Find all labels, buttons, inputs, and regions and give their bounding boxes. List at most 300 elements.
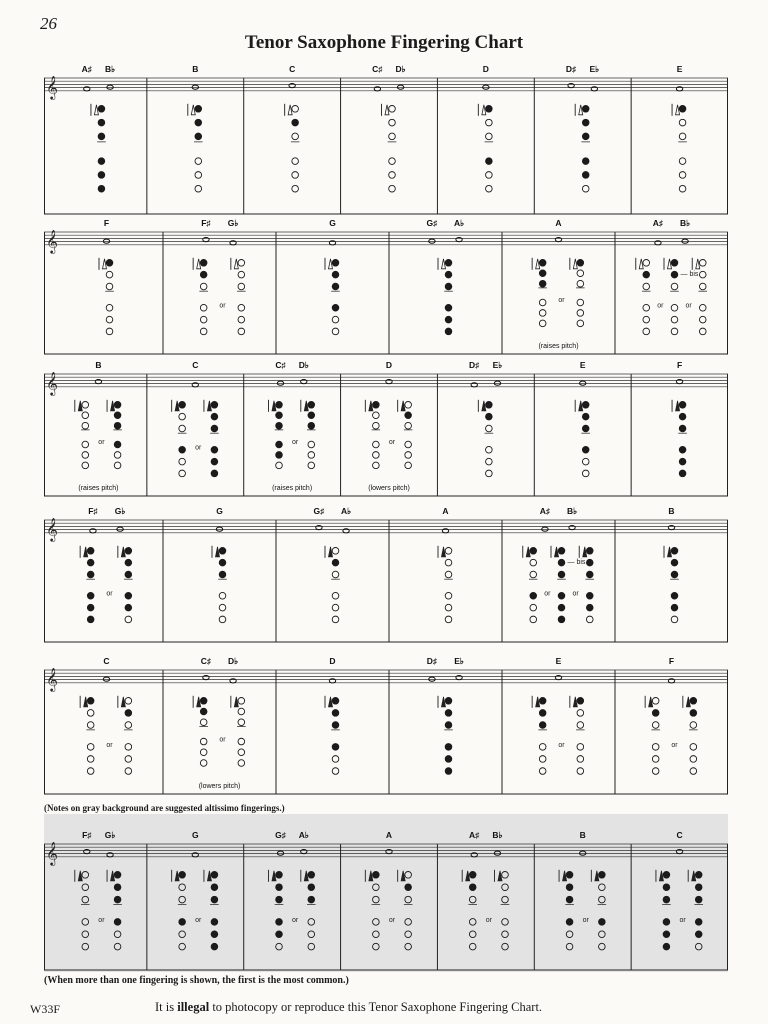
- closed-tone-hole-icon: [469, 872, 476, 879]
- octave-key-bar: [193, 696, 194, 708]
- open-tone-hole-icon: [566, 931, 573, 938]
- open-tone-hole-icon: [114, 462, 121, 469]
- closed-tone-hole-icon: [671, 592, 678, 599]
- note-name-label: B: [579, 830, 586, 840]
- open-tone-hole-icon: [599, 884, 606, 891]
- closed-tone-hole-icon: [582, 413, 589, 420]
- open-tone-hole-icon: [643, 304, 650, 311]
- open-tone-hole-icon: [643, 328, 650, 335]
- open-tone-hole-icon: [292, 158, 299, 165]
- fingering-diagram: [655, 870, 670, 950]
- octave-key-bar: [203, 400, 204, 412]
- open-tone-hole-icon: [82, 896, 89, 903]
- fingering-cell: [74, 830, 122, 950]
- closed-tone-hole-icon: [445, 304, 452, 311]
- open-tone-hole-icon: [308, 919, 315, 926]
- notehead: [107, 85, 113, 89]
- fingering-diagram: [203, 400, 218, 477]
- gray-background-note: (Notes on gray background are suggested altissimo fingerings.): [44, 803, 285, 813]
- closed-tone-hole-icon: [98, 106, 105, 113]
- fingering-diagram: [645, 696, 660, 775]
- open-tone-hole-icon: [699, 260, 706, 267]
- open-tone-hole-icon: [373, 422, 380, 429]
- open-tone-hole-icon: [486, 446, 493, 453]
- open-tone-hole-icon: [539, 299, 546, 306]
- closed-tone-hole-icon: [211, 470, 218, 477]
- open-tone-hole-icon: [179, 425, 186, 432]
- octave-key-bar: [532, 696, 533, 708]
- octave-key-bar: [365, 400, 366, 412]
- note-name-label: D♭: [227, 656, 239, 666]
- octave-key-bar: [532, 258, 533, 270]
- open-tone-hole-icon: [405, 931, 412, 938]
- open-tone-hole-icon: [577, 768, 584, 775]
- open-tone-hole-icon: [699, 316, 706, 323]
- open-tone-hole-icon: [106, 283, 113, 290]
- open-tone-hole-icon: [486, 119, 493, 126]
- closed-tone-hole-icon: [586, 571, 593, 578]
- closed-tone-hole-icon: [695, 931, 702, 938]
- open-tone-hole-icon: [652, 722, 659, 729]
- open-tone-hole-icon: [699, 271, 706, 278]
- open-tone-hole-icon: [690, 768, 697, 775]
- closed-tone-hole-icon: [582, 106, 589, 113]
- open-tone-hole-icon: [577, 744, 584, 751]
- closed-tone-hole-icon: [566, 884, 573, 891]
- open-tone-hole-icon: [389, 185, 396, 192]
- open-tone-hole-icon: [695, 943, 702, 950]
- closed-tone-hole-icon: [405, 412, 412, 419]
- closed-tone-hole-icon: [195, 119, 202, 126]
- open-tone-hole-icon: [276, 943, 283, 950]
- open-tone-hole-icon: [292, 172, 299, 179]
- open-tone-hole-icon: [469, 919, 476, 926]
- open-tone-hole-icon: [82, 462, 89, 469]
- closed-tone-hole-icon: [445, 271, 452, 278]
- closed-tone-hole-icon: [276, 872, 283, 879]
- open-tone-hole-icon: [405, 919, 412, 926]
- open-tone-hole-icon: [332, 604, 339, 611]
- octave-key-bar: [107, 870, 108, 882]
- note-name-label: B♭: [492, 830, 503, 840]
- fingering-cell: [80, 656, 133, 774]
- closed-tone-hole-icon: [671, 571, 678, 578]
- closed-tone-hole-icon: [558, 592, 565, 599]
- or-label: or: [485, 916, 492, 924]
- fingering-diagram: [569, 696, 584, 775]
- fingering-cell: [437, 64, 493, 214]
- system-svg: [44, 60, 728, 216]
- open-tone-hole-icon: [125, 744, 132, 751]
- open-tone-hole-icon: [82, 931, 89, 938]
- octave-key-bar: [381, 104, 382, 116]
- closed-tone-hole-icon: [539, 710, 546, 717]
- notehead: [494, 381, 500, 385]
- open-tone-hole-icon: [238, 698, 245, 705]
- closed-tone-hole-icon: [200, 698, 207, 705]
- or-label: or: [292, 916, 299, 924]
- open-tone-hole-icon: [179, 931, 186, 938]
- octave-key-bar: [117, 546, 118, 558]
- fingering-diagram: [325, 546, 340, 623]
- closed-tone-hole-icon: [405, 884, 412, 891]
- note-name-label: D♯: [426, 656, 438, 666]
- fingering-cell: [341, 64, 406, 214]
- notehead: [494, 851, 500, 855]
- fingering-diagram: [74, 400, 89, 469]
- chart-system-6: [44, 814, 728, 972]
- open-tone-hole-icon: [332, 316, 339, 323]
- note-name-label: G: [191, 830, 199, 840]
- closed-tone-hole-icon: [577, 260, 584, 267]
- notehead: [429, 239, 435, 243]
- open-tone-hole-icon: [405, 422, 412, 429]
- octave-key-bar: [559, 870, 560, 882]
- closed-tone-hole-icon: [276, 441, 283, 448]
- open-tone-hole-icon: [125, 768, 132, 775]
- closed-tone-hole-icon: [211, 413, 218, 420]
- closed-tone-hole-icon: [558, 559, 565, 566]
- closed-tone-hole-icon: [663, 943, 670, 950]
- fingering-cell: [74, 360, 122, 492]
- octave-key-bar: [80, 696, 81, 708]
- note-name-label: D: [385, 360, 393, 370]
- open-tone-hole-icon: [308, 441, 315, 448]
- fingering-diagram: [325, 696, 340, 775]
- open-tone-hole-icon: [486, 133, 493, 140]
- open-tone-hole-icon: [577, 280, 584, 287]
- note-name-label: D: [329, 656, 336, 666]
- octave-key-bar: [494, 870, 495, 882]
- note-name-label: B: [95, 360, 102, 370]
- chart-system-2: [44, 214, 728, 356]
- fingering-diagram: [672, 104, 687, 192]
- closed-tone-hole-icon: [200, 260, 207, 267]
- open-tone-hole-icon: [389, 158, 396, 165]
- open-tone-hole-icon: [114, 943, 121, 950]
- open-tone-hole-icon: [690, 744, 697, 751]
- or-label: or: [98, 916, 105, 924]
- open-tone-hole-icon: [238, 328, 245, 335]
- fingering-cell: [631, 830, 703, 970]
- closed-tone-hole-icon: [211, 931, 218, 938]
- fingering-diagram: [80, 546, 95, 623]
- notehead: [682, 239, 688, 243]
- fingering-diagram: [193, 696, 208, 766]
- open-tone-hole-icon: [332, 592, 339, 599]
- closed-tone-hole-icon: [211, 884, 218, 891]
- bis-label: — bis: [567, 559, 586, 567]
- closed-tone-hole-icon: [586, 592, 593, 599]
- open-tone-hole-icon: [292, 133, 299, 140]
- open-tone-hole-icon: [332, 548, 339, 555]
- note-name-label: E♭: [454, 656, 464, 666]
- closed-tone-hole-icon: [219, 559, 226, 566]
- fingering-diagram: [397, 870, 412, 950]
- open-tone-hole-icon: [179, 470, 186, 477]
- closed-tone-hole-icon: [539, 270, 546, 277]
- note-name-label: G: [216, 506, 223, 516]
- fingering-diagram: [171, 400, 186, 477]
- closed-tone-hole-icon: [582, 446, 589, 453]
- open-tone-hole-icon: [308, 943, 315, 950]
- chart-system-4: [44, 500, 728, 644]
- or-label: or: [292, 439, 299, 447]
- open-tone-hole-icon: [582, 458, 589, 465]
- octave-key-bar: [171, 870, 172, 882]
- notehead: [277, 381, 283, 385]
- open-tone-hole-icon: [308, 931, 315, 938]
- fingering-diagram: [478, 104, 493, 192]
- octave-key-bar: [325, 546, 326, 558]
- closed-tone-hole-icon: [445, 744, 452, 751]
- open-tone-hole-icon: [577, 299, 584, 306]
- note-name-label: A: [442, 506, 449, 516]
- closed-tone-hole-icon: [445, 698, 452, 705]
- pitch-note-label: (raises pitch): [272, 485, 313, 492]
- fingering-diagram: [551, 546, 566, 623]
- note-name-label: F♯: [82, 830, 92, 840]
- open-tone-hole-icon: [308, 462, 315, 469]
- octave-key-bar: [579, 546, 580, 558]
- fingering-cell: [534, 830, 606, 970]
- closed-tone-hole-icon: [582, 133, 589, 140]
- closed-tone-hole-icon: [332, 710, 339, 717]
- open-tone-hole-icon: [238, 738, 245, 745]
- octave-key-bar: [478, 104, 479, 116]
- note-name-label: A: [385, 830, 393, 840]
- open-tone-hole-icon: [405, 872, 412, 879]
- open-tone-hole-icon: [577, 310, 584, 317]
- fingering-diagram: [193, 258, 208, 335]
- system-svg: [44, 814, 728, 972]
- open-tone-hole-icon: [373, 884, 380, 891]
- open-tone-hole-icon: [82, 402, 89, 409]
- open-tone-hole-icon: [679, 133, 686, 140]
- octave-key-bar: [212, 546, 213, 558]
- pitch-note-label: (lowers pitch): [198, 783, 241, 790]
- open-tone-hole-icon: [200, 749, 207, 756]
- closed-tone-hole-icon: [211, 446, 218, 453]
- open-tone-hole-icon: [502, 919, 509, 926]
- closed-tone-hole-icon: [87, 571, 94, 578]
- closed-tone-hole-icon: [445, 722, 452, 729]
- fingering-cell: [244, 830, 316, 970]
- closed-tone-hole-icon: [539, 722, 546, 729]
- closed-tone-hole-icon: [179, 446, 186, 453]
- or-label: or: [544, 590, 551, 598]
- fingering-diagram: [187, 104, 202, 192]
- notehead: [117, 527, 123, 531]
- open-tone-hole-icon: [373, 943, 380, 950]
- fingering-diagram: [80, 696, 95, 775]
- open-tone-hole-icon: [486, 458, 493, 465]
- open-tone-hole-icon: [87, 722, 94, 729]
- open-tone-hole-icon: [652, 744, 659, 751]
- open-tone-hole-icon: [539, 310, 546, 317]
- open-tone-hole-icon: [652, 756, 659, 763]
- closed-tone-hole-icon: [125, 559, 132, 566]
- fingering-diagram: [494, 870, 509, 950]
- legal-prefix: It is: [155, 1000, 178, 1014]
- open-tone-hole-icon: [125, 616, 132, 623]
- fingering-diagram: [575, 400, 590, 477]
- open-tone-hole-icon: [373, 441, 380, 448]
- octave-key-bar: [325, 258, 326, 270]
- fingering-diagram: [117, 546, 132, 623]
- fingering-cell: [437, 830, 509, 970]
- open-tone-hole-icon: [238, 760, 245, 767]
- closed-tone-hole-icon: [663, 896, 670, 903]
- note-name-label: B♭: [566, 506, 578, 516]
- note-name-label: E♭: [492, 360, 503, 370]
- closed-tone-hole-icon: [558, 604, 565, 611]
- closed-tone-hole-icon: [98, 133, 105, 140]
- fingering-diagram: [365, 870, 380, 950]
- open-tone-hole-icon: [179, 884, 186, 891]
- fingering-diagram: [74, 870, 89, 950]
- fingering-diagram: [107, 400, 122, 469]
- note-name-label: G♭: [114, 506, 126, 516]
- closed-tone-hole-icon: [332, 260, 339, 267]
- open-tone-hole-icon: [106, 271, 113, 278]
- open-tone-hole-icon: [373, 452, 380, 459]
- open-tone-hole-icon: [195, 185, 202, 192]
- legal-bold: illegal: [177, 1000, 210, 1014]
- open-tone-hole-icon: [530, 571, 537, 578]
- closed-tone-hole-icon: [582, 402, 589, 409]
- open-tone-hole-icon: [292, 185, 299, 192]
- closed-tone-hole-icon: [577, 698, 584, 705]
- closed-tone-hole-icon: [114, 896, 121, 903]
- open-tone-hole-icon: [82, 884, 89, 891]
- octave-key-bar: [438, 546, 439, 558]
- fingering-diagram: [664, 258, 679, 335]
- open-tone-hole-icon: [577, 756, 584, 763]
- octave-key-bar: [300, 400, 301, 412]
- closed-tone-hole-icon: [87, 548, 94, 555]
- open-tone-hole-icon: [577, 722, 584, 729]
- closed-tone-hole-icon: [292, 119, 299, 126]
- closed-tone-hole-icon: [114, 422, 121, 429]
- closed-tone-hole-icon: [663, 919, 670, 926]
- closed-tone-hole-icon: [125, 548, 132, 555]
- open-tone-hole-icon: [373, 931, 380, 938]
- note-name-label: G♯: [426, 218, 438, 228]
- open-tone-hole-icon: [200, 328, 207, 335]
- note-name-label: F: [668, 656, 675, 666]
- note-name-label: D♯: [469, 360, 480, 370]
- closed-tone-hole-icon: [332, 283, 339, 290]
- open-tone-hole-icon: [530, 616, 537, 623]
- open-tone-hole-icon: [502, 931, 509, 938]
- closed-tone-hole-icon: [276, 422, 283, 429]
- treble-clef-icon: 𝄞: [46, 370, 58, 395]
- fingering-diagram: [682, 696, 697, 775]
- closed-tone-hole-icon: [586, 548, 593, 555]
- or-label: or: [558, 297, 565, 305]
- closed-tone-hole-icon: [308, 402, 315, 409]
- closed-tone-hole-icon: [445, 768, 452, 775]
- closed-tone-hole-icon: [445, 756, 452, 763]
- copyright-notice: [155, 1000, 542, 1015]
- open-tone-hole-icon: [373, 462, 380, 469]
- open-tone-hole-icon: [238, 719, 245, 726]
- open-tone-hole-icon: [539, 320, 546, 327]
- open-tone-hole-icon: [671, 283, 678, 290]
- note-name-label: F: [676, 360, 683, 370]
- fingering-diagram: [522, 546, 537, 623]
- bis-label: — bis: [680, 271, 699, 279]
- or-label: or: [219, 302, 226, 310]
- closed-tone-hole-icon: [663, 872, 670, 879]
- fingering-diagram: [672, 400, 687, 477]
- open-tone-hole-icon: [82, 919, 89, 926]
- closed-tone-hole-icon: [308, 884, 315, 891]
- open-tone-hole-icon: [671, 316, 678, 323]
- closed-tone-hole-icon: [566, 896, 573, 903]
- closed-tone-hole-icon: [586, 604, 593, 611]
- fingering-diagram: [692, 258, 707, 335]
- note-name-label: A♯: [469, 830, 480, 840]
- or-label: or: [106, 741, 113, 749]
- closed-tone-hole-icon: [125, 592, 132, 599]
- closed-tone-hole-icon: [671, 260, 678, 267]
- fingering-diagram: [635, 258, 650, 335]
- open-tone-hole-icon: [539, 744, 546, 751]
- open-tone-hole-icon: [486, 425, 493, 432]
- closed-tone-hole-icon: [445, 283, 452, 290]
- note-name-label: A♯: [81, 64, 93, 74]
- or-label: or: [558, 741, 565, 749]
- note-name-label: G♯: [275, 830, 286, 840]
- octave-key-bar: [203, 870, 204, 882]
- closed-tone-hole-icon: [125, 604, 132, 611]
- open-tone-hole-icon: [643, 316, 650, 323]
- note-name-label: D♯: [565, 64, 577, 74]
- closed-tone-hole-icon: [679, 458, 686, 465]
- octave-key-bar: [575, 400, 576, 412]
- open-tone-hole-icon: [643, 260, 650, 267]
- closed-tone-hole-icon: [582, 172, 589, 179]
- closed-tone-hole-icon: [558, 571, 565, 578]
- closed-tone-hole-icon: [445, 710, 452, 717]
- closed-tone-hole-icon: [486, 413, 493, 420]
- open-tone-hole-icon: [106, 328, 113, 335]
- octave-key-bar: [569, 258, 570, 270]
- or-label: or: [219, 736, 226, 744]
- note-name-label: F: [103, 218, 110, 228]
- closed-tone-hole-icon: [445, 316, 452, 323]
- open-tone-hole-icon: [599, 931, 606, 938]
- closed-tone-hole-icon: [114, 919, 121, 926]
- system-svg: [44, 646, 728, 796]
- open-tone-hole-icon: [599, 896, 606, 903]
- closed-tone-hole-icon: [200, 271, 207, 278]
- closed-tone-hole-icon: [679, 106, 686, 113]
- open-tone-hole-icon: [332, 768, 339, 775]
- open-tone-hole-icon: [405, 896, 412, 903]
- open-tone-hole-icon: [445, 604, 452, 611]
- open-tone-hole-icon: [679, 119, 686, 126]
- or-label: or: [582, 916, 589, 924]
- treble-clef-icon: 𝄞: [46, 840, 58, 865]
- note-name-label: B: [668, 506, 675, 516]
- fingering-cell: [244, 64, 300, 214]
- fingering-diagram: [268, 870, 283, 950]
- closed-tone-hole-icon: [211, 458, 218, 465]
- closed-tone-hole-icon: [87, 698, 94, 705]
